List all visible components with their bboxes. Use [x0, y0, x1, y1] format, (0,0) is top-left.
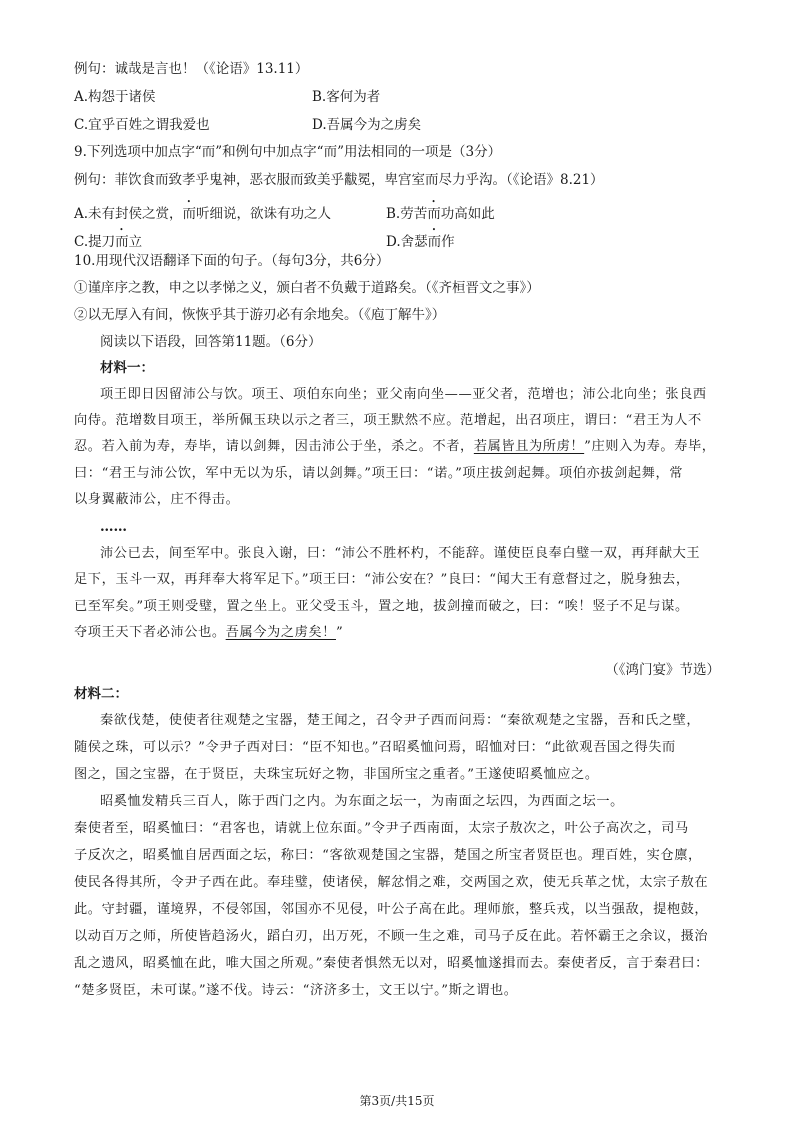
q8-option-c: C.宜乎百姓之谓我爱也	[74, 117, 210, 133]
q9-option-c-pre: C.提刀	[74, 234, 116, 250]
q9-option-d-dotted-char: 而	[427, 234, 442, 250]
underlined-sentence-1: 若属皆且为所虏！	[473, 439, 585, 454]
q9-option-a	[74, 198, 331, 223]
material-1-title: 材料一：	[100, 360, 154, 376]
page-number: 第3页/共15页	[359, 1094, 435, 1108]
material-2-line: 图之，国之宝器，在于贤臣，夫珠宝玩好之物，非国所宝之重者。”王遂使昭奚恤应之。	[74, 767, 599, 782]
material-2-line: 昭奚恤发精兵三百人，陈于西门之内。为东面之坛一，为南面之坛四，为西面之坛一。	[100, 794, 624, 809]
q9-option-a-post: 听细说，欲诛有功之人	[196, 206, 332, 222]
material-1-text: 忍。若入前为寿，寿毕，请以剑舞，因击沛公于坐，杀之。不者，	[74, 439, 474, 454]
q9-option-c-dotted-char: 而	[115, 234, 129, 250]
material-2-line: 此。守封疆，谨境界，不侵邻国，邻国亦不见侵，叶公子高在此。理师旅，整兵戎，以当强敌，提枹鼓，	[74, 902, 709, 917]
material-2-line: 乱之遗风，昭奚恤在此，唯大国之所观。”秦使者惧然无以对，昭奚恤遂揖而去。秦使者反，言于秦君曰：	[74, 956, 709, 971]
reading-intro: 阅读以下语段，回答第11题。（6分）	[100, 334, 322, 350]
q9-option-c-post: 立	[128, 234, 143, 250]
material-1-line: 沛公已去，间至军中。张良入谢，曰：“沛公不胜杯杓，不能辞。谨使臣良奉白璧一双，再拜献大王	[100, 546, 701, 561]
q9-option-b	[386, 198, 495, 223]
material-1-line: 足下，玉斗一双，再拜奉大将军足下。”项王曰：“沛公安在？”良曰：“闻大王有意督过之，脱身独去，	[74, 572, 690, 587]
q8-option-a: A.构怨于诸侯	[74, 89, 156, 105]
q9-option-d-post: 作	[441, 234, 455, 250]
q9-stem: 9.下列选项中加点字“而”和例句中加点字“而”用法相同的一项是（3分）	[74, 144, 502, 160]
material-1-text: ”	[335, 625, 344, 640]
material-1-line: 曰：“君王与沛公饮，军中无以为乐，请以剑舞。”项王曰：“诺。”项庄拔剑起舞。项伯亦拔剑起舞，常	[74, 466, 684, 481]
material-2-title: 材料二：	[74, 686, 128, 702]
q9-option-c	[74, 226, 142, 251]
material-2-line: 随侯之珠，可以示？”令尹子西对曰：“臣不知也。”召昭奚恤问焉，昭恤对曰：“此欲观吾国之得失而	[74, 740, 676, 755]
q10-stem: 10.用现代汉语翻译下面的句子。（每句3分，共6分）	[74, 253, 390, 269]
material-1-text: ”庄则入为寿。寿毕，	[584, 439, 716, 454]
material-1-text: 夺项王天下者必沛公也。	[74, 625, 226, 640]
underlined-sentence-2: 吾属今为之虏矣！	[225, 625, 336, 640]
q9-option-d	[386, 226, 455, 251]
q9-option-b-pre: B.劳苦	[386, 206, 428, 222]
q8-example: 例句：诚哉是言也！（《论语》13.11）	[74, 61, 309, 77]
material-2-line: 使民各得其所，令尹子西在此。奉珪璧，使诸侯，解忿悁之难，交两国之欢，使无兵革之忧，太宗子敖在	[74, 875, 709, 890]
material-1-source: （《鸿门宴》节选）	[605, 662, 720, 678]
q9-option-a-pre: A.未有封侯之赏，	[74, 206, 183, 222]
material-1-line	[74, 438, 734, 456]
ellipsis: ……	[100, 519, 127, 535]
material-2-line: 以动百万之师，所使皆趋汤火，蹈白刃，出万死，不顾一生之难，司马子反在此。若怀霸王之余议，摄治	[74, 929, 709, 944]
q9-option-a-dotted-char: 而	[182, 206, 197, 222]
q9-option-b-post: 功高如此	[440, 206, 495, 222]
material-1-line: 以身翼蔽沛公，庄不得击。	[74, 492, 240, 507]
material-2-line: 秦欲伐楚，使使者往观楚之宝器，楚王闻之，召令尹子西而问焉：“秦欲观楚之宝器，吾和氏之壁，	[100, 713, 701, 728]
q10-sentence-2: ②以无厚入有间，恢恢乎其于游刃必有余地矣。（《庖丁解牛》）	[74, 307, 446, 323]
material-1-line: 已至军矣。”项王则受璧，置之坐上。亚父受玉斗，置之地，拔剑撞而破之，曰：“唉！竖子不足与谋。	[74, 599, 689, 614]
q10-sentence-1: ①谨庠序之教，申之以孝悌之义，颁白者不负戴于道路矣。（《齐桓晋文之事》）	[74, 280, 540, 296]
material-1-line: 向侍。范增数目项王，举所佩玉玦以示之者三，项王默然不应。范增起，出召项庄，谓曰：“君王为人不	[74, 413, 702, 428]
q9-option-d-pre: D.舍瑟	[386, 234, 428, 250]
material-2-line: 秦使者至，昭奚恤曰：“君客也，请就上位东面。”令尹子西南面，太宗子敖次之，叶公子高次之，司马	[74, 821, 689, 836]
material-1-line	[74, 624, 734, 642]
material-1-line: 项王即日因留沛公与饮。项王、项伯东向坐；亚父南向坐——亚父者，范增也；沛公北向坐；张良西	[100, 387, 707, 402]
q8-option-b: B.客何为者	[312, 89, 381, 105]
q8-option-d: D.吾属今为之虏矣	[312, 117, 422, 133]
q9-example: 例句：菲饮食而致孝乎鬼神，恶衣服而致美乎黻冕，卑宫室而尽力乎沟。（《论语》8.21）	[74, 172, 604, 188]
material-2-line: 子反次之，昭奚恤自居西面之坛，称曰：“客欲观楚国之宝器，楚国之所宝者贤臣也。理百姓，实仓廪，	[74, 848, 702, 863]
q9-option-b-dotted-char: 而	[427, 206, 441, 222]
material-2-line: “楚多贤臣，未可谋。”遂不伐。诗云：“济济多士，文王以宁。”斯之谓也。	[74, 983, 518, 998]
